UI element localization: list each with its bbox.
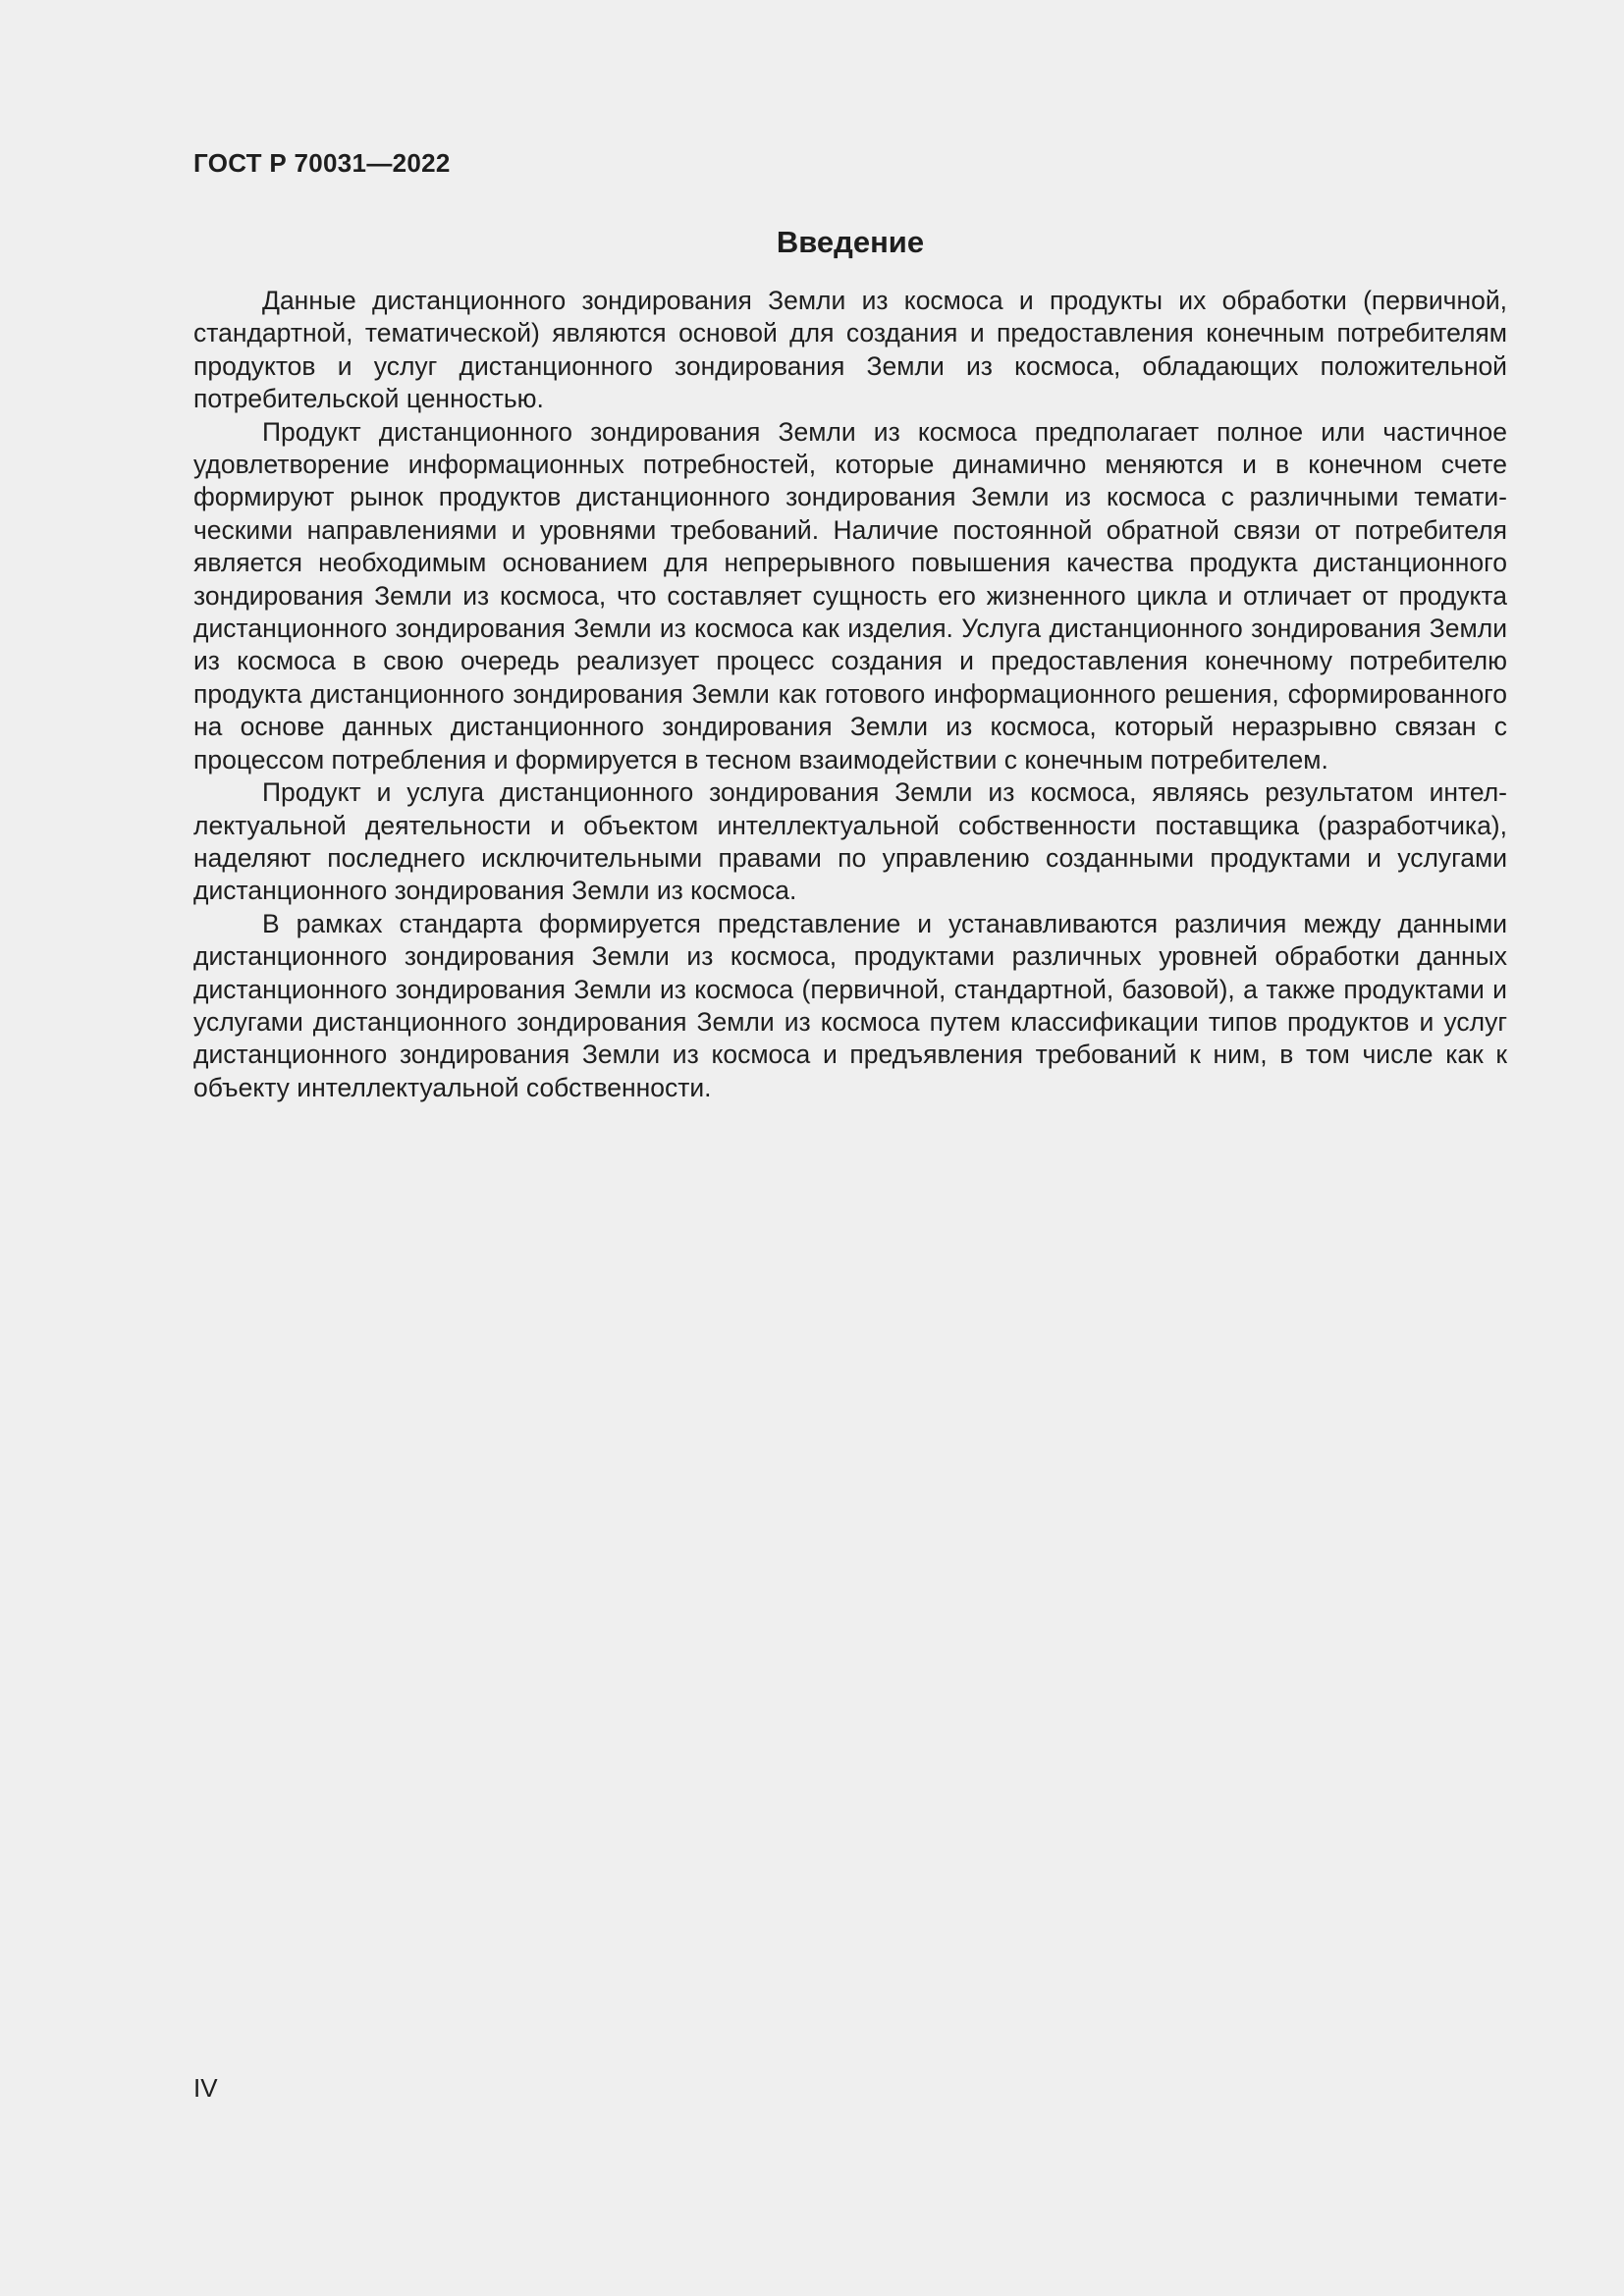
standard-designation: ГОСТ Р 70031—2022 — [193, 148, 451, 178]
paragraph-1: Данные дистанционного зондирования Земли из космоса и продукты их обработки (первичной, стандартной, тематической) являются основой для создания и предоставления конечным потребителям продуктов и услуг дистанционного зондирования Земли из космоса, обладающих положительной потребительской ценностью. — [193, 286, 1507, 414]
section-title: Введение — [776, 225, 925, 259]
paragraph-2: Продукт дистанционного зондирования Земли из космоса предполагает полное или частичное удовлетворение информационных потребностей, которые динамично меняются и в конечном счете формируют рынок продуктов дистанционного зондирования Земли из космоса с различными тематическими направлениями и уровнями требований. Наличие постоянной обратной связи от потребителя является необходимым основанием для непрерывного повышения качества продукта дистанционного зондирования Земли из космоса, что составляет сущность его жизненного цикла и отличает от продукта дистанционного зондирования Земли из космоса как изделия. Услуга дистанционного зондирования Земли из космоса в свою очередь реализует процесс создания и предоставления конечному потребителю продукта дистанционного зондирования Земли как готового информационного решения, сформированного на основе данных дистанционного зондирования Земли из космоса, который неразрывно связан с процессом потребления и формируется в тесном взаимодействии с конечным потребителем. — [193, 416, 1507, 774]
page-number: IV — [193, 2073, 218, 2103]
paragraph-4: В рамках стандарта формируется представление и устанавливаются различия между данными дистанционного зондирования Земли из космоса, продуктами различных уровней обработки данных дистанционного зондирования Земли из космоса (первичной, стандартной, базовой), а также продуктами и услугами дистанционного зондирования Земли из космоса путем классификации типов продуктов и услуг дистанционного зондирования Земли из космоса и предъявления требований к ним, в том числе как к объекту интеллектуальной собственности. — [193, 908, 1507, 1102]
body-text — [193, 285, 1507, 1104]
paragraph-3: Продукт и услуга дистанционного зондирования Земли из космоса, являясь результатом интеллектуальной деятельности и объектом интеллектуальной собственности поставщика (разработчика), наделяют последнего исключительными правами по управлению созданными продуктами и услугами дистанционного зондирования Земли из космоса. — [193, 777, 1507, 906]
